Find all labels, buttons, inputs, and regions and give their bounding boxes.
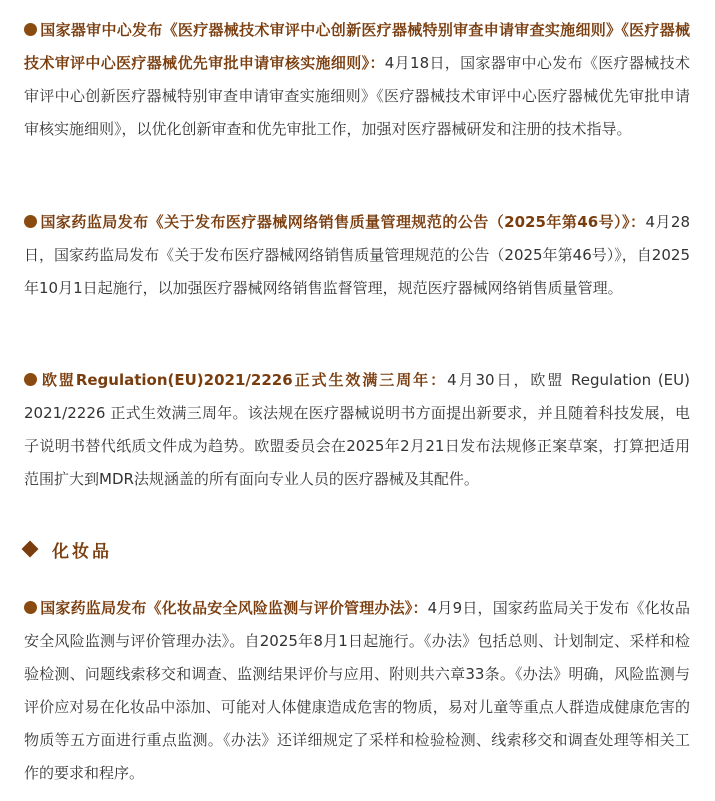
bullet-dot-icon <box>24 373 37 386</box>
news-item-body: 4月28日，国家药监局发布《关于发布医疗器械网络销售质量管理规范的公告（2025年第46号）》，自2025年10月1日起施行，以加强医疗器械网络销售监督管理，规范医疗器械网络销售质量管理。 <box>24 213 690 297</box>
news-item-title: 国家器审中心发布《医疗器械技术审评中心创新医疗器械特别审查申请审查实施细则》《医疗器械技术审评中心医疗器械优先审批申请审核实施细则》： <box>24 21 690 72</box>
news-item-online-sales <box>24 206 690 305</box>
news-item-eu-regulation <box>24 364 690 496</box>
news-item-body: 4月30日，欧盟 Regulation (EU) 2021/2226 正式生效满三周年。该法规在医疗器械说明书方面提出新要求，并且随着科技发展，电子说明书替代纸质文件成为趋势。欧盟委员会在2025年2月21日发布法规修正案草案，打算把适用范围扩大到MDR法规涵盖的所有面向专业人员的医疗器械及其配件。 <box>24 371 690 488</box>
section-heading-cosmetics <box>22 534 112 564</box>
bullet-dot-icon <box>24 215 37 228</box>
news-item-title: 国家药监局发布《化妆品安全风险监测与评价管理办法》： <box>40 599 428 617</box>
bullet-dot-icon <box>24 23 37 36</box>
news-item-title: 国家药监局发布《关于发布医疗器械网络销售质量管理规范的公告（2025年第46号）》： <box>40 213 646 231</box>
bullet-dot-icon <box>24 601 37 614</box>
news-item-innovation-rules <box>24 14 690 146</box>
section-title: 化妆品 <box>52 541 112 562</box>
news-item-title: 欧盟Regulation(EU)2021/2226正式生效满三周年： <box>40 371 448 389</box>
news-item-cosmetics-risk <box>24 592 690 790</box>
news-item-body: 4月9日，国家药监局关于发布《化妆品安全风险监测与评价管理办法》。自2025年8月1日起施行。《办法》包括总则、计划制定、采样和检验检测、问题线索移交和调查、监测结果评价与应用、附则共六章33条。《办法》明确，风险监测与评价应对易在化妆品中添加、可能对人体健康造成危害的物质，易对儿童等重点人群造成健康危害的物质等五方面进行重点监测。《办法》还详细规定了采样和检验检测、线索移交和调查处理等相关工作的要求和程序。 <box>24 599 690 782</box>
news-item-body: 4月18日，国家器审中心发布《医疗器械技术审评中心创新医疗器械特别审查申请审查实施细则》《医疗器械技术审评中心医疗器械优先审批申请审核实施细则》，以优化创新审查和优先审批工作，加强对医疗器械研发和注册的技术指导。 <box>24 54 690 138</box>
diamond-icon <box>22 541 39 558</box>
